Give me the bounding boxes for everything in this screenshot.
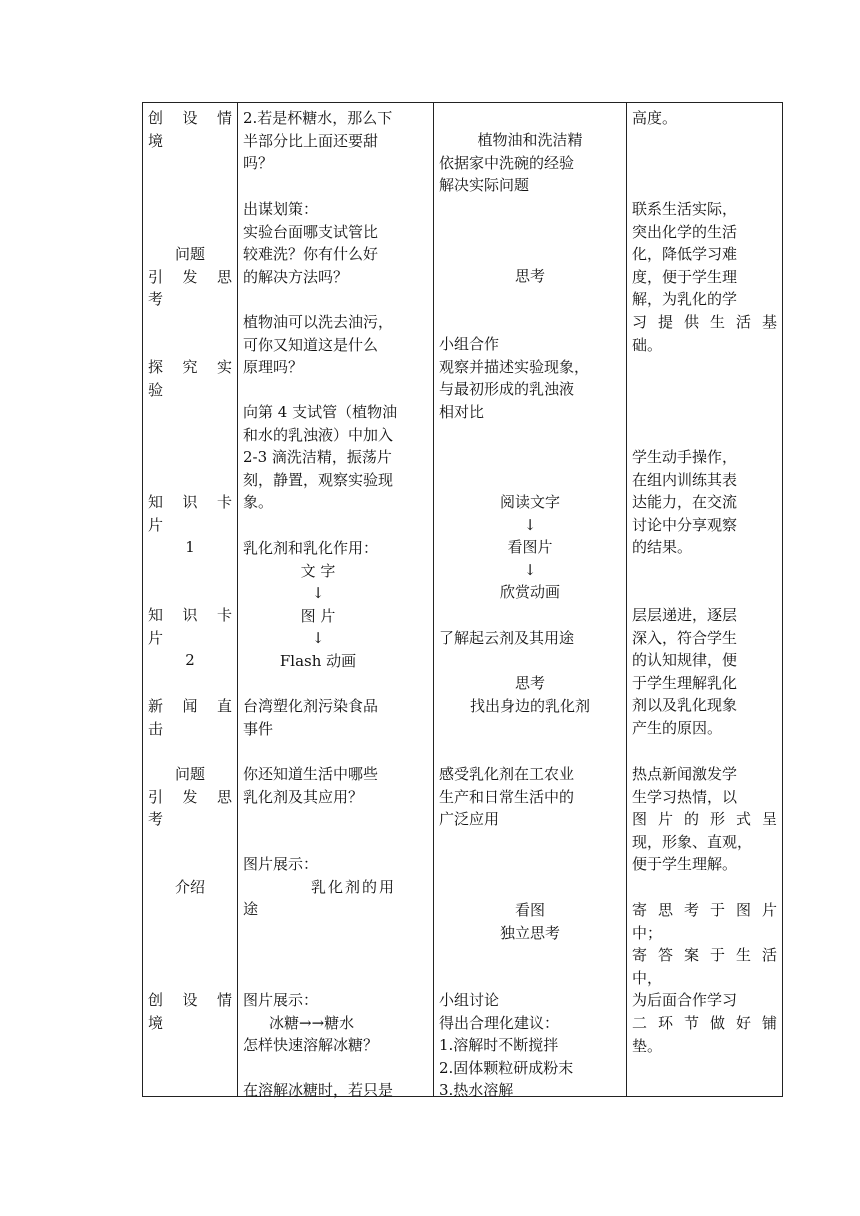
stage-question-1: 问题 引发思 考 [148, 245, 232, 309]
student-block-group: 小组合作 观察并描述实验现象， 与最初形成的乳浊液 相对比 [439, 335, 590, 421]
intent-block-pictures: 寄思考于图片 中； 寄答案于生活 中， 为后面合作学习 二环节做好铺 垫。 [632, 901, 777, 1055]
stage-introduce: 介绍 [174, 878, 205, 896]
teacher-block-pictures-2: 图片展示： 冰糖→→糖水 怎样快速溶解冰糖？ [243, 991, 379, 1055]
student-block-discuss: 小组讨论 得出合理化建议： 1.溶解时不断搅拌 2.固体颗粒研成粉末 3.热水溶解 [439, 991, 574, 1100]
stage-news: 新闻直 击 [148, 697, 232, 738]
teacher-block-experiment: 向第 4 支试管（植物油 和水的乳浊液）中加入 2-3 滴洗洁精，振荡片 刻，静置，观察实验现 象。 [243, 403, 398, 512]
teacher-block-principle: 植物油可以洗去油污， 可你又知道这是什么 原理吗？ [243, 313, 394, 377]
teacher-block-dissolve: 在溶解冰糖时，若只是 [243, 1081, 394, 1099]
teacher-block-emulsifier: 乳化剂和乳化作用： 文 字 ↓ 图 片 ↓ Flash 动画 [243, 537, 428, 673]
intent-block-handson: 学生动手操作， 在组内训练其表 达能力，在交流 讨论中分享观察 的结果。 [632, 448, 738, 557]
teacher-block-news: 台湾塑化剂污染食品 事件 [243, 697, 379, 738]
stage-column [143, 103, 238, 1097]
student-flow: 阅读文字 ↓ 看图片 ↓ 欣赏动画 [439, 491, 621, 604]
down-arrow-icon: ↓ [311, 584, 325, 603]
stage-experiment: 探究实 验 [148, 358, 232, 399]
student-block-think: 思考 [514, 267, 545, 285]
intent-block-progressive: 层层递进，逐层 深入，符合学生 的认知规律，便 于学生理解乳化 剂以及乳化现象 产生的原因。 [632, 606, 738, 737]
down-arrow-icon: ↓ [523, 515, 537, 534]
stage-knowledge-card-2: 知识卡 片 2 [148, 606, 232, 670]
stage-create-scenario-1: 创设情 境 [148, 109, 232, 150]
teacher-block-pictures-1: 图片展示： 乳化剂的用 途 [243, 855, 397, 919]
design-intent-column [627, 103, 783, 1097]
student-block-find: 思考 找出身边的乳化剂 [469, 674, 590, 715]
student-block-view: 看图 独立思考 [499, 901, 560, 942]
teacher-flow: 文 字 ↓ 图 片 ↓ Flash 动画 [243, 560, 393, 673]
intent-block-height: 高度。 [632, 109, 678, 127]
teacher-activity-column [238, 103, 434, 1097]
student-block-oil: 植物油和洗洁精 依据家中洗碗的经验 解决实际问题 [439, 131, 583, 195]
down-arrow-icon: ↓ [523, 560, 537, 579]
stage-create-scenario-2: 创设情 境 [148, 991, 232, 1032]
student-block-cloud-agent: 了解起云剂及其用途 [439, 629, 575, 647]
lesson-plan-table [142, 102, 783, 1100]
student-activity-column [434, 103, 627, 1100]
teacher-block-brainstorm: 出谋划策： 实验台面哪支试管比 较难洗？你有什么好 的解决方法吗？ [243, 200, 379, 286]
intent-block-life: 联系生活实际， 突出化学的生活 化，降低学习难 度，便于学生理 解，为乳化的学 习提供生活基 础。 [632, 200, 777, 354]
table-row [143, 103, 783, 1097]
intent-block-news: 热点新闻激发学 生学习热情，以 图片的形式呈 现，形象、直观， 便于学生理解。 [632, 765, 777, 874]
teacher-block-question: 你还知道生活中哪些 乳化剂及其应用？ [243, 765, 379, 806]
stage-question-2: 问题 引发思 考 [148, 765, 232, 829]
student-block-feel: 感受乳化剂在工农业 生产和日常生活中的 广泛应用 [439, 765, 575, 829]
down-arrow-icon: ↓ [311, 629, 325, 648]
teacher-block-sugar-water: 2.若是杯糖水，那么下 半部分比上面还要甜 吗？ [243, 109, 393, 173]
stage-knowledge-card-1: 知识卡 片 1 [148, 493, 232, 557]
